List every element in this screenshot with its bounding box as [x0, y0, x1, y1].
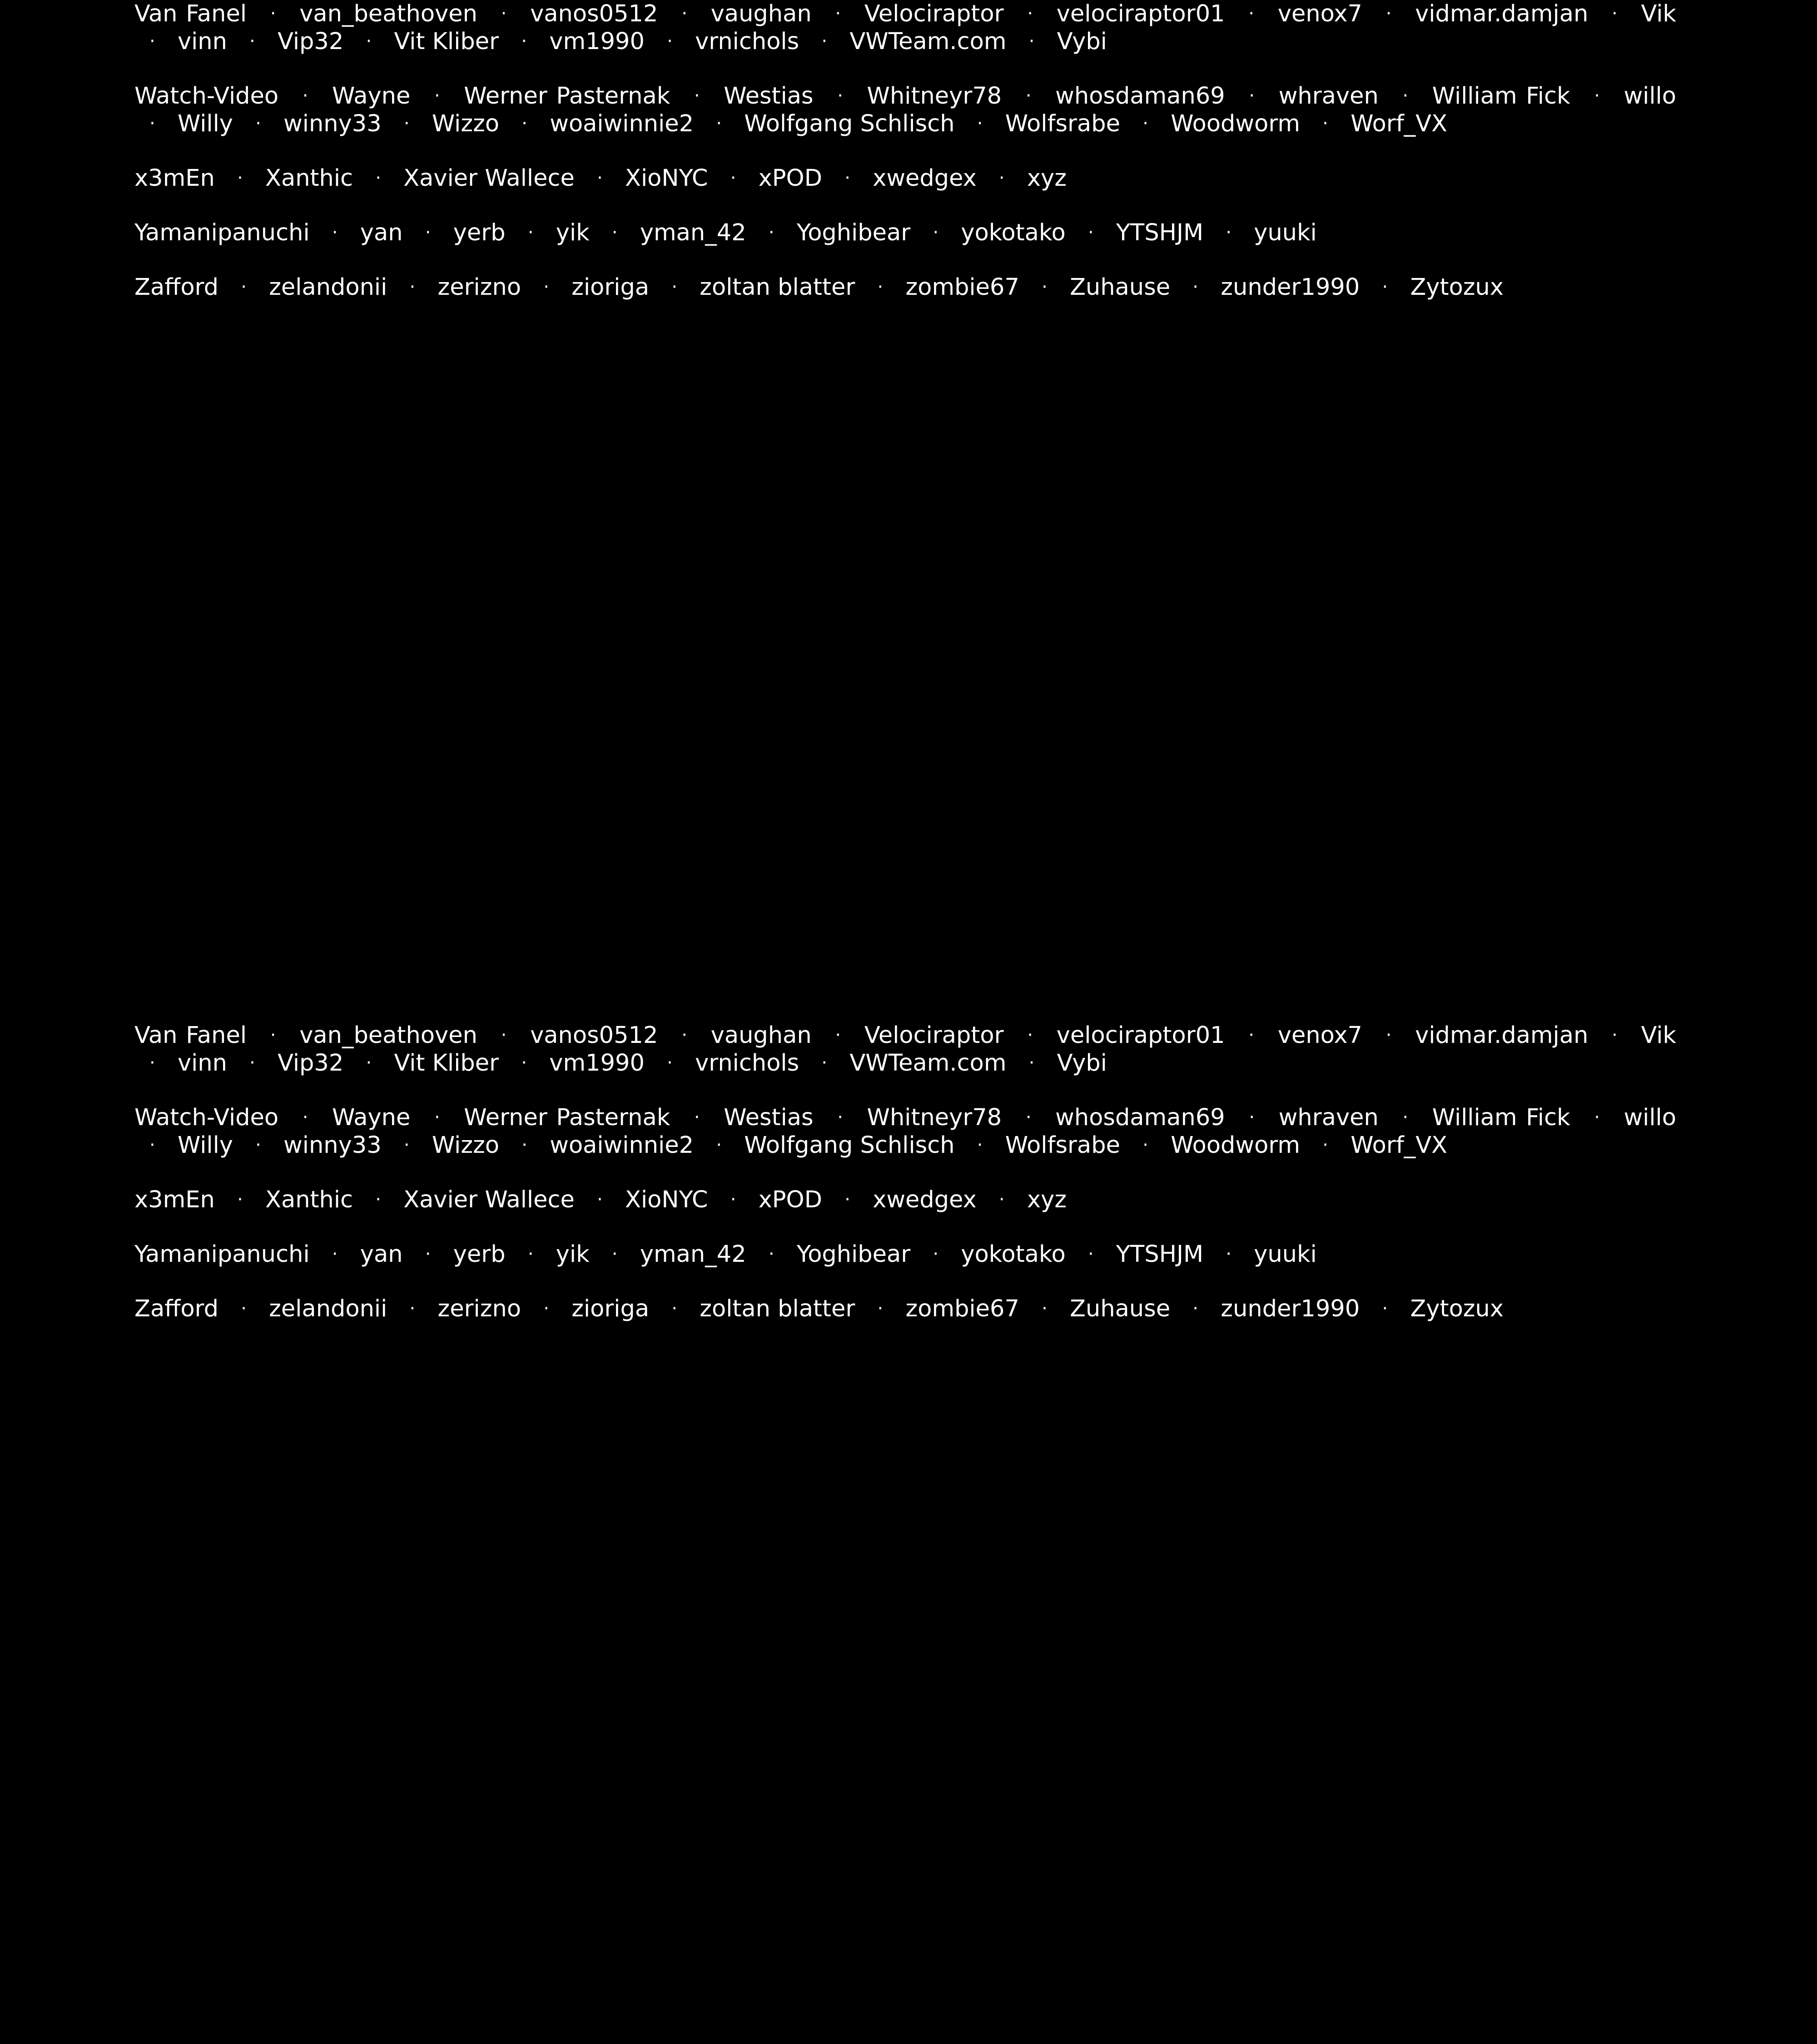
separator-dot: · — [521, 31, 527, 52]
separator-dot: · — [375, 1189, 381, 1210]
separator-dot: · — [249, 31, 255, 52]
credit-name: YTSHJM — [1116, 1241, 1204, 1268]
separator-dot: · — [1088, 1244, 1094, 1265]
separator-dot: · — [527, 1244, 534, 1265]
credit-name: Whitneyr78 — [867, 83, 1002, 109]
separator-dot: · — [1192, 277, 1199, 298]
separator-dot: · — [877, 1298, 884, 1319]
separator-dot: · — [1226, 1244, 1232, 1265]
separator-dot: · — [1028, 31, 1035, 52]
credit-name: zelandonii — [269, 1295, 387, 1322]
credit-name: yan — [360, 219, 403, 246]
credit-name: velociraptor01 — [1056, 0, 1225, 27]
credit-name: winny33 — [283, 1132, 382, 1159]
credit-name: vm1990 — [549, 28, 645, 55]
credit-name: vidmar.damjan — [1415, 1022, 1589, 1049]
credit-name: vm1990 — [549, 1050, 645, 1077]
credit-name: whraven — [1278, 83, 1379, 109]
credits-block — [134, 1022, 1676, 1349]
separator-dot: · — [1027, 1025, 1033, 1046]
credit-name: Yoghibear — [796, 1241, 911, 1268]
separator-dot: · — [611, 222, 618, 243]
credits-group-w — [134, 1104, 1676, 1159]
credit-name: yan — [360, 1241, 403, 1268]
separator-dot: · — [403, 1135, 410, 1156]
separator-dot: · — [671, 277, 678, 298]
credit-name: Yoghibear — [796, 219, 911, 246]
separator-dot: · — [255, 113, 261, 134]
credit-name: XioNYC — [625, 165, 708, 192]
credit-name: Vybi — [1057, 1050, 1107, 1077]
separator-dot: · — [1322, 1135, 1329, 1156]
separator-dot: · — [270, 3, 276, 24]
credit-name: Worf_VX — [1350, 1132, 1448, 1159]
separator-dot: · — [255, 1135, 261, 1156]
separator-dot: · — [543, 277, 549, 298]
separator-dot: · — [403, 113, 410, 134]
credit-name: Zuhause — [1070, 274, 1171, 301]
credit-name: Xavier Wallece — [403, 165, 575, 192]
credit-name: velociraptor01 — [1056, 1022, 1225, 1049]
separator-dot: · — [1025, 1107, 1032, 1128]
credit-name: vidmar.damjan — [1415, 0, 1589, 27]
credit-name: Yamanipanuchi — [134, 219, 310, 246]
separator-dot: · — [835, 3, 841, 24]
separator-dot: · — [366, 1052, 372, 1073]
credit-name: zombie67 — [905, 274, 1019, 301]
credit-name: zioriga — [571, 1295, 650, 1322]
separator-dot: · — [694, 85, 700, 106]
credit-name: vaughan — [710, 1022, 812, 1049]
credit-name: Watch-Video — [134, 83, 279, 109]
separator-dot: · — [611, 1244, 618, 1265]
credit-name: Xanthic — [265, 1186, 353, 1213]
credit-name: yokotako — [961, 219, 1066, 246]
separator-dot: · — [667, 1052, 673, 1073]
separator-dot: · — [730, 168, 736, 189]
separator-dot: · — [1027, 3, 1033, 24]
credit-name: Zytozux — [1410, 274, 1504, 301]
separator-dot: · — [844, 1189, 850, 1210]
credits-group-y — [134, 219, 1676, 247]
separator-dot: · — [681, 3, 687, 24]
credit-name: Wizzo — [432, 110, 500, 137]
credit-name: Zafford — [134, 274, 218, 301]
credit-name: Yamanipanuchi — [134, 1241, 310, 1268]
credit-name: vinn — [177, 1050, 227, 1077]
credit-name: Vik — [1641, 1022, 1677, 1049]
credit-name: Xanthic — [265, 165, 353, 192]
separator-dot: · — [1088, 222, 1094, 243]
credit-name: zerizno — [437, 1295, 521, 1322]
credit-name: yerb — [453, 1241, 506, 1268]
separator-dot: · — [730, 1189, 736, 1210]
separator-dot: · — [933, 222, 939, 243]
separator-dot: · — [1042, 1298, 1048, 1319]
credit-name: xyz — [1027, 165, 1067, 192]
credit-name: willo — [1623, 83, 1677, 109]
separator-dot: · — [237, 168, 243, 189]
separator-dot: · — [877, 277, 884, 298]
credit-name: Zuhause — [1070, 1295, 1171, 1322]
credit-name: zunder1990 — [1221, 1295, 1360, 1322]
credit-name: vrnichols — [695, 1050, 799, 1077]
credit-name: vaughan — [710, 0, 812, 27]
credit-name: woaiwinnie2 — [550, 110, 694, 137]
separator-dot: · — [835, 1025, 841, 1046]
credit-name: Werner Pasternak — [464, 83, 670, 109]
separator-dot: · — [375, 168, 381, 189]
separator-dot: · — [999, 168, 1005, 189]
separator-dot: · — [1028, 1052, 1035, 1073]
separator-dot: · — [1385, 1025, 1392, 1046]
credit-name: Vit Kliber — [394, 1050, 499, 1077]
separator-dot: · — [409, 1298, 416, 1319]
credit-name: Vit Kliber — [394, 28, 499, 55]
separator-dot: · — [716, 113, 722, 134]
credit-name: zunder1990 — [1221, 274, 1360, 301]
separator-dot: · — [149, 1135, 155, 1156]
separator-dot: · — [768, 222, 774, 243]
credit-name: yman_42 — [640, 1241, 746, 1268]
separator-dot: · — [977, 1135, 983, 1156]
separator-dot: · — [1594, 85, 1600, 106]
separator-dot: · — [1402, 1107, 1409, 1128]
credit-name: Willy — [177, 1132, 233, 1159]
credits-block — [134, 0, 1676, 328]
credit-name: whosdaman69 — [1055, 1104, 1225, 1131]
separator-dot: · — [821, 1052, 828, 1073]
separator-dot: · — [237, 1189, 243, 1210]
credit-name: x3mEn — [134, 1186, 215, 1213]
credit-name: Wizzo — [432, 1132, 500, 1159]
credit-name: Van Fanel — [134, 1022, 247, 1049]
separator-dot: · — [716, 1135, 722, 1156]
separator-dot: · — [977, 113, 983, 134]
credit-name: Velociraptor — [864, 1022, 1004, 1049]
separator-dot: · — [425, 222, 431, 243]
separator-dot: · — [332, 222, 338, 243]
separator-dot: · — [1612, 1025, 1618, 1046]
separator-dot: · — [1248, 1025, 1255, 1046]
credits-group-v — [134, 0, 1676, 55]
credit-name: venox7 — [1277, 0, 1362, 27]
credit-name: Wayne — [332, 1104, 411, 1131]
separator-dot: · — [366, 31, 372, 52]
separator-dot: · — [999, 1189, 1005, 1210]
credit-name: Xavier Wallece — [403, 1186, 575, 1213]
credit-name: zioriga — [571, 274, 650, 301]
separator-dot: · — [1402, 85, 1409, 106]
credit-name: van_beathoven — [299, 0, 477, 27]
credit-name: willo — [1623, 1104, 1677, 1131]
credit-name: Wolfsrabe — [1005, 1132, 1121, 1159]
credits-group-v — [134, 1022, 1676, 1077]
separator-dot: · — [597, 168, 603, 189]
credit-name: xwedgex — [873, 165, 977, 192]
credit-name: Zafford — [134, 1295, 218, 1322]
credit-name: zelandonii — [269, 274, 387, 301]
separator-dot: · — [249, 1052, 255, 1073]
credit-name: Vybi — [1057, 28, 1107, 55]
credit-name: vinn — [177, 28, 227, 55]
credit-name: van_beathoven — [299, 1022, 477, 1049]
credit-name: zoltan blatter — [700, 274, 855, 301]
separator-dot: · — [1226, 222, 1232, 243]
separator-dot: · — [521, 1135, 528, 1156]
separator-dot: · — [1612, 3, 1618, 24]
credit-name: whraven — [1278, 1104, 1379, 1131]
separator-dot: · — [521, 113, 528, 134]
credit-name: Vik — [1641, 0, 1677, 27]
credits-group-y — [134, 1240, 1676, 1268]
separator-dot: · — [527, 222, 534, 243]
credit-name: yuuki — [1254, 219, 1317, 246]
credit-name: Woodworm — [1171, 110, 1301, 137]
credit-name: Werner Pasternak — [464, 1104, 670, 1131]
separator-dot: · — [149, 1052, 155, 1073]
credit-name: Wayne — [332, 83, 411, 109]
credit-name: Whitneyr78 — [867, 1104, 1002, 1131]
credit-name: yerb — [453, 219, 506, 246]
separator-dot: · — [1385, 3, 1392, 24]
credits-group-x — [134, 164, 1676, 192]
credit-name: xyz — [1027, 1186, 1067, 1213]
separator-dot: · — [149, 31, 155, 52]
credit-name: Westias — [724, 83, 814, 109]
separator-dot: · — [434, 1107, 440, 1128]
credit-name: zoltan blatter — [700, 1295, 855, 1322]
credit-name: xPOD — [758, 1186, 822, 1213]
credit-name: woaiwinnie2 — [550, 1132, 694, 1159]
credit-name: xwedgex — [873, 1186, 977, 1213]
credit-name: VWTeam.com — [849, 1050, 1007, 1077]
credit-name: Vip32 — [278, 28, 344, 55]
credit-name: Wolfsrabe — [1005, 110, 1121, 137]
credit-name: yman_42 — [640, 219, 746, 246]
credit-name: yik — [556, 219, 590, 246]
separator-dot: · — [1025, 85, 1032, 106]
separator-dot: · — [501, 3, 507, 24]
credits-group-z — [134, 273, 1676, 301]
separator-dot: · — [1249, 85, 1255, 106]
credit-name: zombie67 — [905, 1295, 1019, 1322]
credit-name: Van Fanel — [134, 0, 247, 27]
separator-dot: · — [302, 1107, 308, 1128]
credits-group-w — [134, 82, 1676, 138]
separator-dot: · — [1042, 277, 1048, 298]
separator-dot: · — [821, 31, 828, 52]
credit-name: William Fick — [1432, 83, 1570, 109]
separator-dot: · — [1594, 1107, 1600, 1128]
separator-dot: · — [1382, 1298, 1388, 1319]
credit-name: vanos0512 — [530, 0, 658, 27]
separator-dot: · — [1142, 1135, 1148, 1156]
separator-dot: · — [681, 1025, 687, 1046]
credit-name: yokotako — [961, 1241, 1066, 1268]
credit-name: YTSHJM — [1116, 219, 1204, 246]
separator-dot: · — [844, 168, 850, 189]
separator-dot: · — [837, 1107, 843, 1128]
credit-name: x3mEn — [134, 165, 215, 192]
separator-dot: · — [302, 85, 308, 106]
separator-dot: · — [1322, 113, 1329, 134]
separator-dot: · — [521, 1052, 527, 1073]
separator-dot: · — [543, 1298, 549, 1319]
separator-dot: · — [1192, 1298, 1199, 1319]
separator-dot: · — [501, 1025, 507, 1046]
separator-dot: · — [241, 1298, 247, 1319]
credit-name: vanos0512 — [530, 1022, 658, 1049]
separator-dot: · — [425, 1244, 431, 1265]
credit-name: whosdaman69 — [1055, 83, 1225, 109]
credit-name: VWTeam.com — [849, 28, 1007, 55]
separator-dot: · — [409, 277, 416, 298]
separator-dot: · — [149, 113, 155, 134]
credit-name: Velociraptor — [864, 0, 1004, 27]
credit-name: xPOD — [758, 165, 822, 192]
separator-dot: · — [332, 1244, 338, 1265]
credit-name: winny33 — [283, 110, 382, 137]
credit-name: William Fick — [1432, 1104, 1570, 1131]
separator-dot: · — [1142, 113, 1148, 134]
separator-dot: · — [694, 1107, 700, 1128]
separator-dot: · — [837, 85, 843, 106]
credit-name: Worf_VX — [1350, 110, 1448, 137]
separator-dot: · — [1248, 3, 1255, 24]
credit-name: yik — [556, 1241, 590, 1268]
credits-group-z — [134, 1295, 1676, 1323]
separator-dot: · — [768, 1244, 774, 1265]
separator-dot: · — [597, 1189, 603, 1210]
separator-dot: · — [671, 1298, 678, 1319]
separator-dot: · — [1382, 277, 1388, 298]
separator-dot: · — [270, 1025, 276, 1046]
credit-name: Willy — [177, 110, 233, 137]
credit-name: Wolfgang Schlisch — [744, 110, 955, 137]
credit-name: zerizno — [437, 274, 521, 301]
separator-dot: · — [434, 85, 440, 106]
credit-name: Vip32 — [278, 1050, 344, 1077]
separator-dot: · — [667, 31, 673, 52]
credit-name: Watch-Video — [134, 1104, 279, 1131]
credits-group-x — [134, 1186, 1676, 1214]
credit-name: XioNYC — [625, 1186, 708, 1213]
credit-name: Westias — [724, 1104, 814, 1131]
credit-name: vrnichols — [695, 28, 799, 55]
credit-name: venox7 — [1277, 1022, 1362, 1049]
credit-name: Zytozux — [1410, 1295, 1504, 1322]
separator-dot: · — [1249, 1107, 1255, 1128]
credit-name: yuuki — [1254, 1241, 1317, 1268]
separator-dot: · — [933, 1244, 939, 1265]
credit-name: Woodworm — [1171, 1132, 1301, 1159]
credit-name: Wolfgang Schlisch — [744, 1132, 955, 1159]
separator-dot: · — [241, 277, 247, 298]
